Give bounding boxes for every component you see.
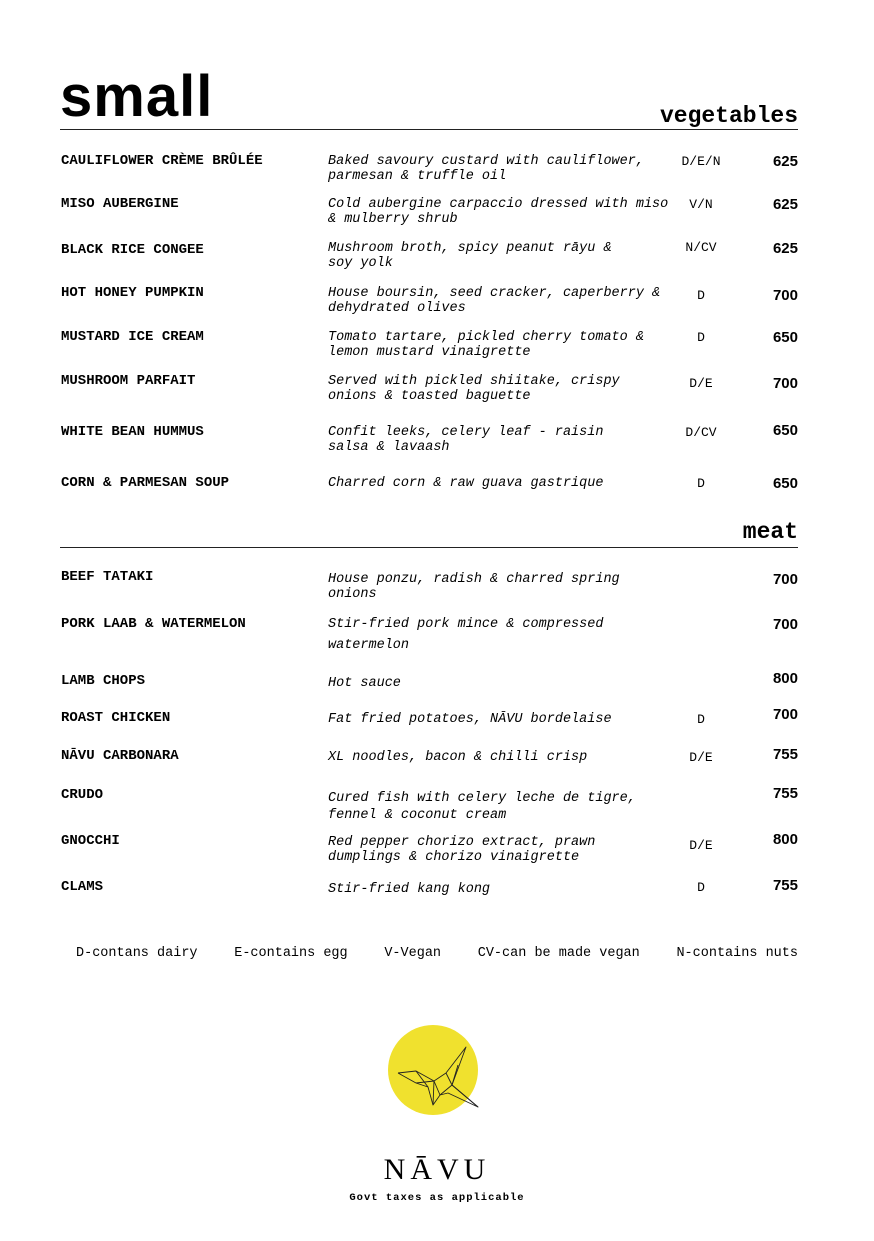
- item-description: Confit leeks, celery leaf - raisin salsa & lavaash: [328, 425, 604, 455]
- item-price: 800: [772, 831, 798, 848]
- item-price: 650: [772, 329, 798, 346]
- item-name: MUSHROOM PARFAIT: [61, 373, 196, 389]
- item-dietary-tags: D: [697, 330, 705, 345]
- item-dietary-tags: D: [697, 880, 705, 895]
- item-description: Baked savoury custard with cauliflower, parmesan & truffle oil: [328, 154, 644, 184]
- item-name: GNOCCHI: [61, 833, 120, 849]
- item-price: 700: [772, 571, 798, 588]
- item-price: 625: [772, 196, 798, 213]
- item-description: Fat fried potatoes, NĀVU bordelaise: [328, 712, 612, 727]
- item-name: BLACK RICE CONGEE: [61, 242, 204, 258]
- item-description: Mushroom broth, spicy peanut rāyu & soy yolk: [328, 241, 612, 271]
- item-dietary-tags: D: [697, 288, 705, 303]
- section-divider: [60, 547, 798, 548]
- item-description: Charred corn & raw guava gastrique: [328, 476, 604, 491]
- item-dietary-tags: D/E: [689, 838, 713, 853]
- item-description: Stir-fried kang kong: [328, 882, 491, 897]
- item-price: 800: [772, 670, 798, 687]
- legend-item: N-contains nuts: [676, 946, 798, 961]
- item-name: LAMB CHOPS: [61, 673, 146, 689]
- item-price: 700: [772, 706, 798, 723]
- section-title-meat: meat: [742, 519, 798, 545]
- item-price: 755: [772, 877, 798, 894]
- item-description: Stir-fried pork mince & compressed watermelon: [328, 617, 604, 653]
- item-description: Cured fish with celery leche de tigre, fennel & coconut cream: [328, 791, 636, 823]
- item-dietary-tags: V/N: [689, 197, 713, 212]
- item-price: 650: [772, 422, 798, 439]
- item-price: 625: [772, 240, 798, 257]
- item-description: Cold aubergine carpaccio dressed with miso & mulberry shrub: [328, 197, 669, 227]
- item-name: CAULIFLOWER CRÈME BRÛLÉE: [61, 153, 263, 169]
- legend-item: V-Vegan: [384, 946, 442, 961]
- item-price: 700: [772, 287, 798, 304]
- item-description: Hot sauce: [328, 676, 401, 691]
- item-name: ROAST CHICKEN: [61, 710, 171, 726]
- item-description: House boursin, seed cracker, caperberry & dehydrated olives: [328, 286, 661, 316]
- item-price: 755: [772, 746, 798, 763]
- item-price: 700: [772, 375, 798, 392]
- item-dietary-tags: D/E: [689, 750, 713, 765]
- item-price: 625: [772, 153, 798, 170]
- section-divider: [60, 129, 798, 130]
- item-price: 700: [772, 616, 798, 633]
- paper-crane-icon: [388, 1025, 488, 1115]
- page-title: small: [60, 64, 214, 129]
- item-name: NĀVU CARBONARA: [61, 748, 179, 764]
- item-dietary-tags: D: [697, 476, 705, 491]
- legend-item: D-contans dairy: [76, 946, 198, 961]
- item-name: MUSTARD ICE CREAM: [61, 329, 204, 345]
- legend-item: E-contains egg: [234, 946, 348, 961]
- item-dietary-tags: D/E: [689, 376, 713, 391]
- item-description: House ponzu, radish & charred spring onions: [328, 572, 620, 602]
- item-dietary-tags: D: [697, 712, 705, 727]
- item-dietary-tags: D/E/N: [681, 154, 721, 169]
- item-dietary-tags: N/CV: [685, 240, 717, 255]
- item-dietary-tags: D/CV: [685, 425, 717, 440]
- item-description: Tomato tartare, pickled cherry tomato & lemon mustard vinaigrette: [328, 330, 644, 360]
- item-price: 650: [772, 475, 798, 492]
- item-name: WHITE BEAN HUMMUS: [61, 424, 204, 440]
- item-name: HOT HONEY PUMPKIN: [61, 285, 204, 301]
- item-name: BEEF TATAKI: [61, 569, 154, 585]
- item-name: CORN & PARMESAN SOUP: [61, 475, 230, 491]
- item-name: CRUDO: [61, 787, 104, 803]
- item-description: XL noodles, bacon & chilli crisp: [328, 750, 588, 765]
- item-name: MISO AUBERGINE: [61, 196, 179, 212]
- item-description: Red pepper chorizo extract, prawn dumplings & chorizo vinaigrette: [328, 835, 596, 865]
- item-name: PORK LAAB & WATERMELON: [61, 616, 246, 632]
- item-price: 755: [772, 785, 798, 802]
- section-title-vegetables: vegetables: [659, 103, 798, 129]
- legend-item: CV-can be made vegan: [477, 946, 640, 961]
- item-name: CLAMS: [61, 879, 104, 895]
- logo: [388, 1025, 488, 1115]
- tax-note: Govt taxes as applicable: [349, 1192, 525, 1204]
- dietary-legend: [60, 946, 798, 961]
- brand-name: NĀVU: [383, 1153, 491, 1186]
- item-description: Served with pickled shiitake, crispy onions & toasted baguette: [328, 374, 620, 404]
